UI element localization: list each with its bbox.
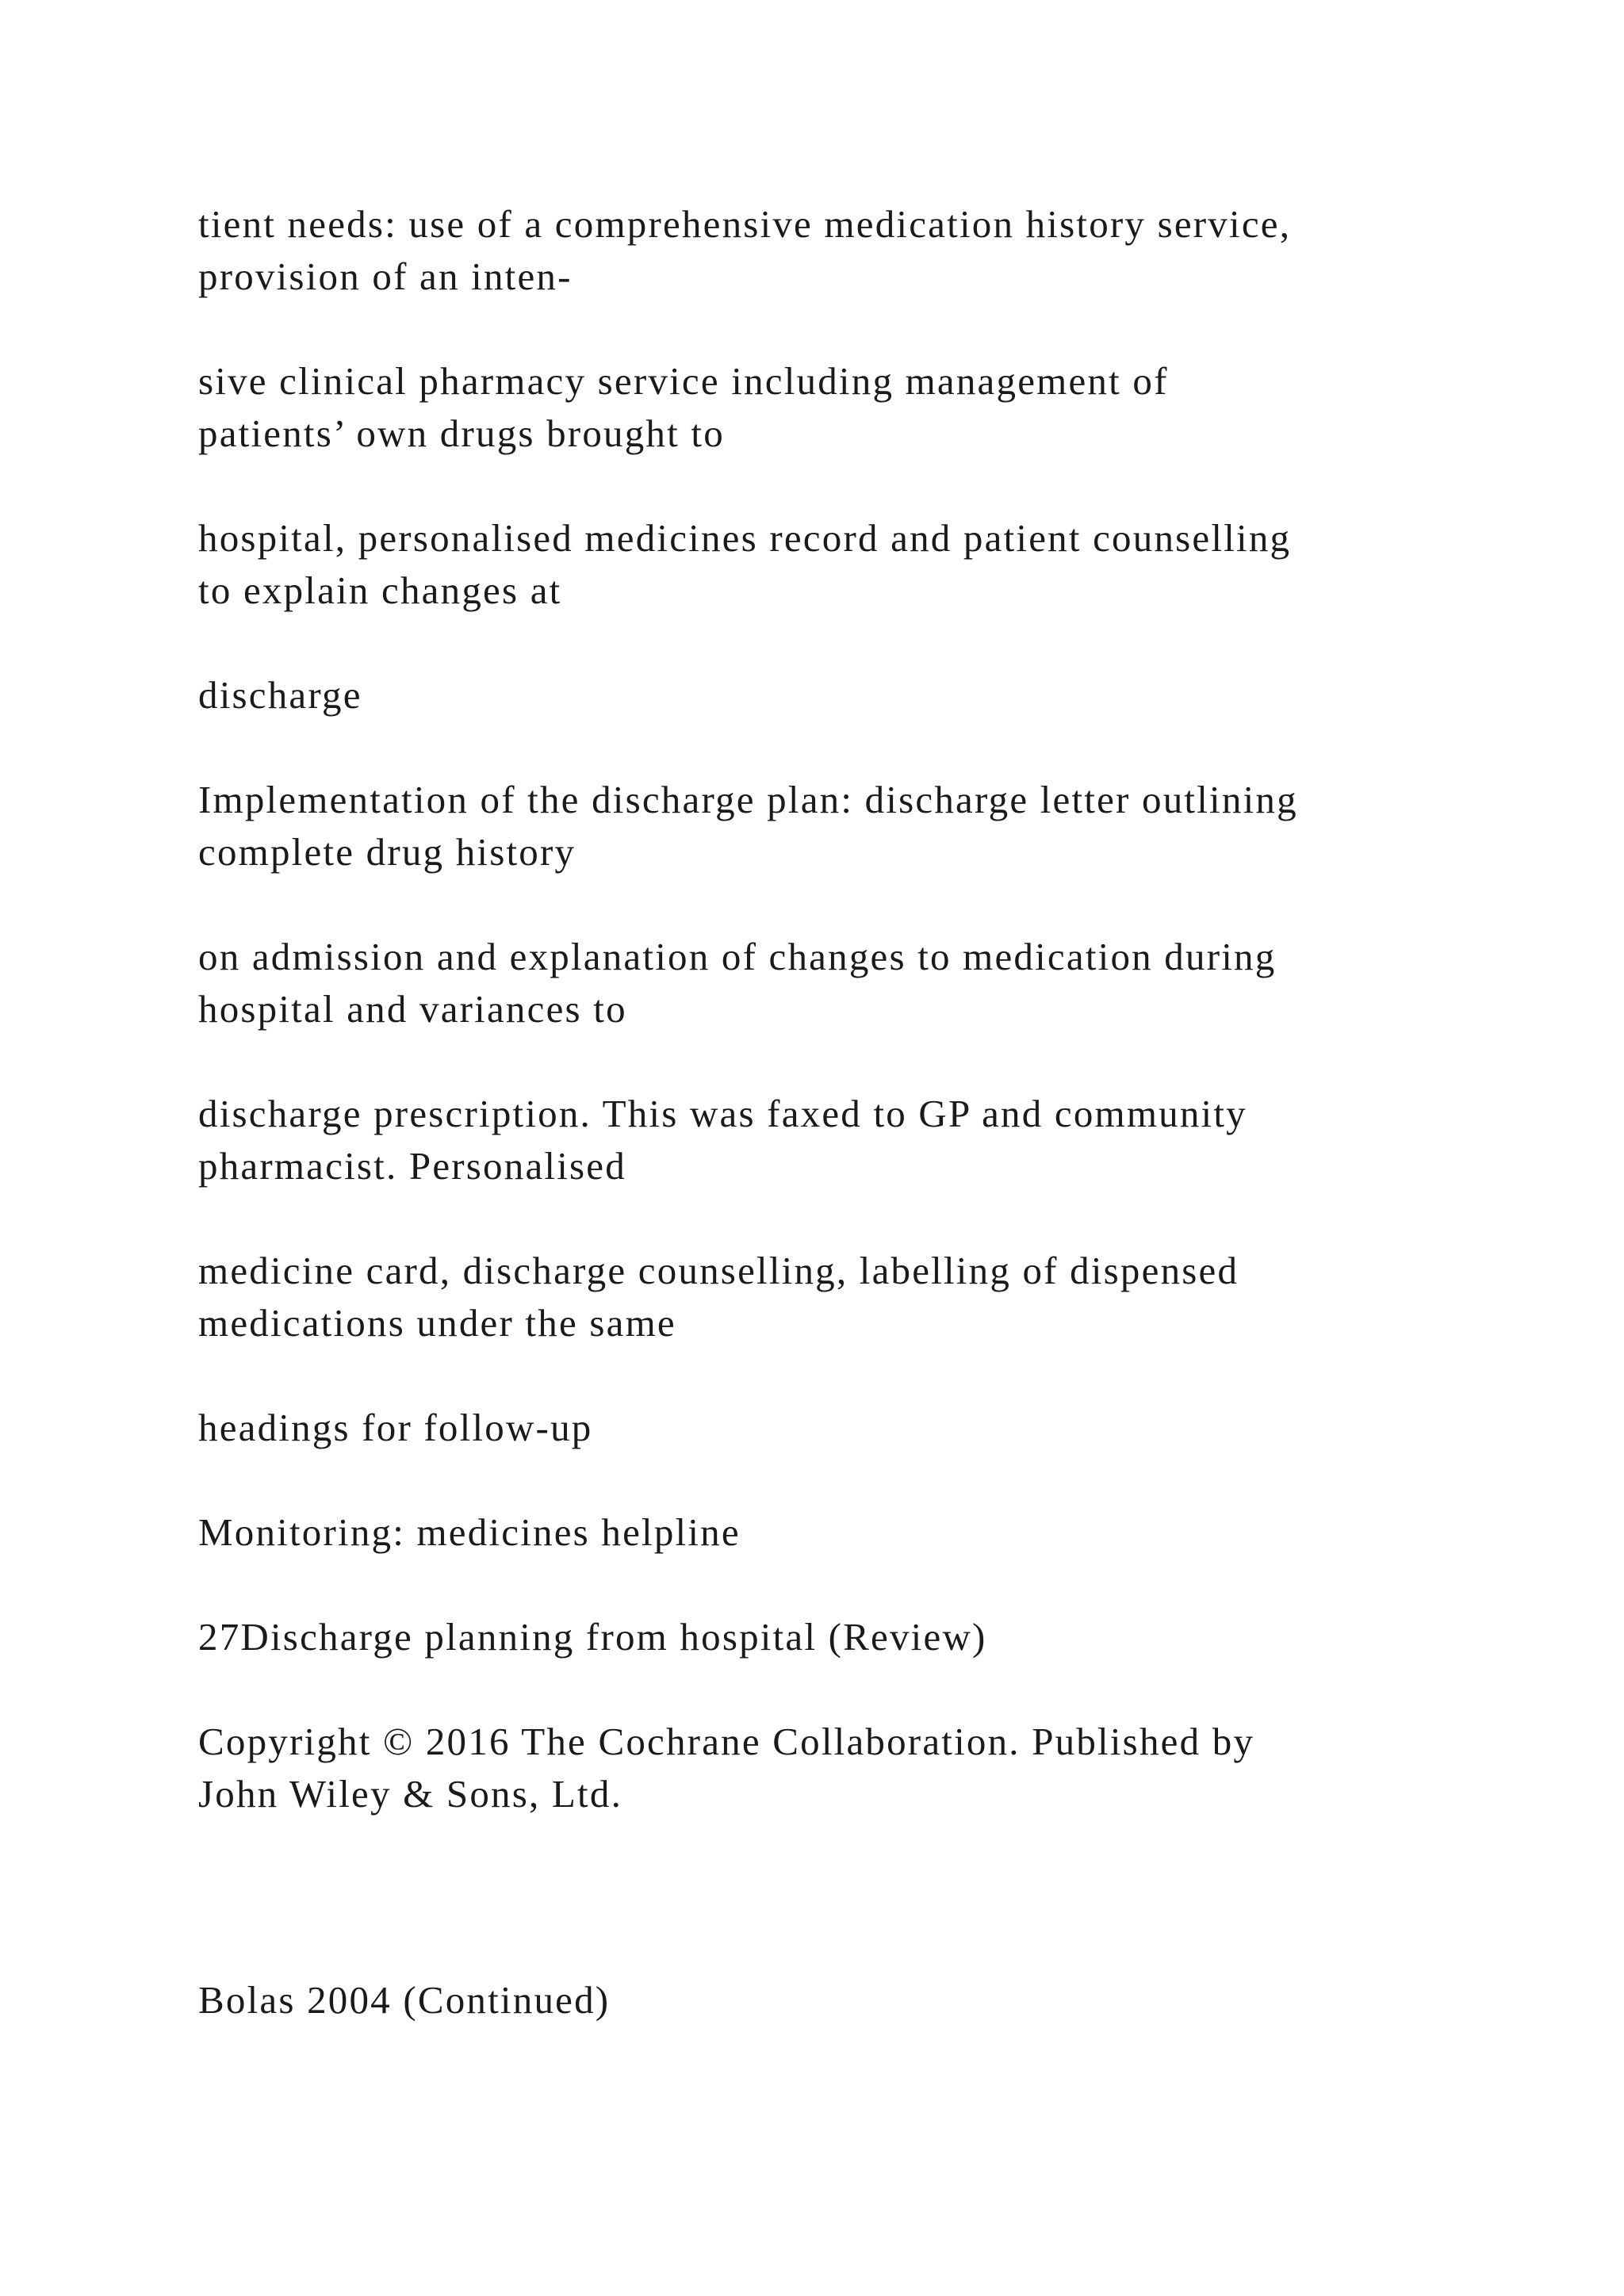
page-footer-title [198,1611,1483,1663]
paragraph-line: hospital, personalised medicines record and patient counselling [198,516,1292,560]
continued-heading [198,1974,1483,2026]
continued-heading-text: Bolas 2004 (Continued) [198,1978,611,2022]
paragraph-7 [198,1088,1483,1192]
paragraph-line: provision of an inten- [198,254,573,298]
paragraph-line: Monitoring: medicines helpline [198,1510,741,1554]
paragraph-3 [198,512,1483,617]
paragraph-line: patients’ own drugs brought to [198,411,725,455]
paragraph-line: Implementation of the discharge plan: discharge letter outlining [198,778,1298,821]
paragraph-line: medications under the same [198,1301,676,1345]
paragraph-line: John Wiley & Sons, Ltd. [198,1772,623,1816]
paragraph-line: Copyright © 2016 The Cochrane Collaboration. Published by [198,1720,1255,1763]
paragraph-8 [198,1245,1483,1349]
document-page [198,198,1483,2079]
paragraph-line: sive clinical pharmacy service including management of [198,359,1169,403]
paragraph-1 [198,198,1483,303]
paragraph-6 [198,931,1483,1035]
paragraph-line: to explain changes at [198,568,562,612]
paragraph-2 [198,355,1483,460]
paragraph-line: medicine card, discharge counselling, labelling of dispensed [198,1249,1239,1292]
paragraph-line: discharge [198,673,362,717]
paragraph-line: headings for follow-up [198,1406,593,1449]
paragraph-line: hospital and variances to [198,987,627,1031]
paragraph-line: pharmacist. Personalised [198,1144,626,1188]
paragraph-line: 27Discharge planning from hospital (Review) [198,1615,987,1659]
paragraph-list [198,198,1483,1820]
paragraph-10 [198,1506,1483,1559]
page-break-gap [198,1873,1483,1974]
paragraph-line: complete drug history [198,830,576,874]
paragraph-line: discharge prescription. This was faxed to GP and community [198,1092,1247,1135]
paragraph-9 [198,1402,1483,1454]
paragraph-4 [198,669,1483,721]
copyright-notice [198,1716,1483,1820]
paragraph-line: on admission and explanation of changes to medication during [198,935,1277,978]
paragraph-5 [198,774,1483,878]
paragraph-line: tient needs: use of a comprehensive medication history service, [198,202,1292,246]
